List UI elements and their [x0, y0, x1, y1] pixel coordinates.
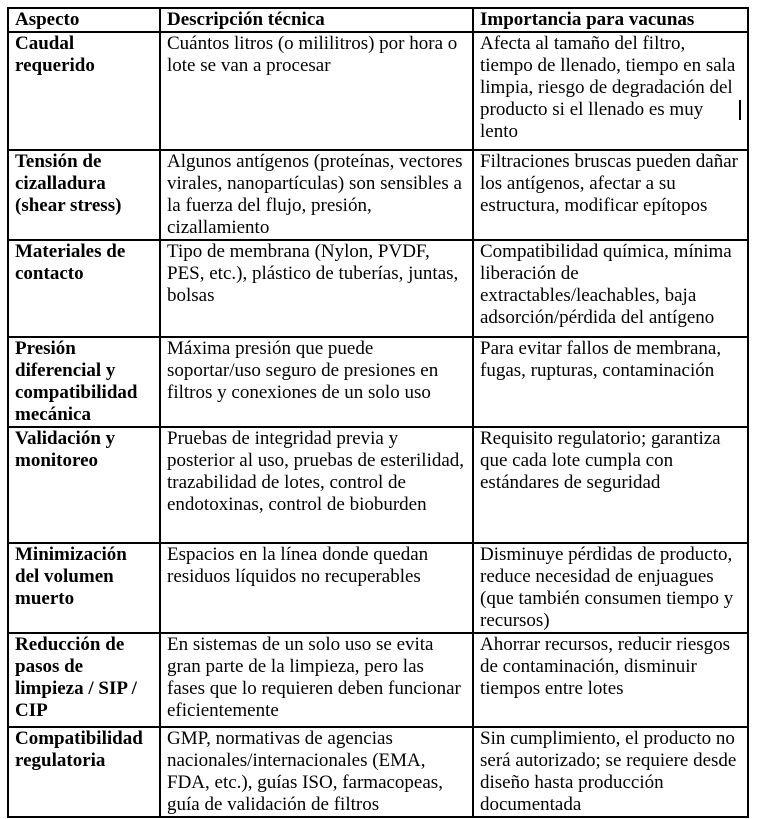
cell-aspecto: Compatibilidad regulatoria	[8, 727, 160, 817]
cell-aspecto: Reducción de pasos de limpieza / SIP / CIP	[8, 633, 160, 727]
aspects-table	[7, 7, 749, 818]
cell-descripcion-tecnica: Máxima presión que puede soportar/uso seguro de presiones en filtros y conexiones de un solo uso	[160, 337, 473, 427]
table-row	[8, 427, 748, 543]
table-row	[8, 240, 748, 337]
cell-descripcion-tecnica: Pruebas de integridad previa y posterior al uso, pruebas de esterilidad, trazabilidad de lotes, control de endotoxinas, control de bioburden	[160, 427, 473, 543]
cell-importancia: Ahorrar recursos, reducir riesgos de contaminación, disminuir tiempos entre lotes	[473, 633, 748, 727]
header-row	[8, 8, 748, 32]
cell-aspecto: Caudal requerido	[8, 32, 160, 150]
cell-importancia: Afecta al tamaño del filtro, tiempo de llenado, tiempo en sala limpia, riesgo de degradación del producto si el llenado es muy lento	[473, 32, 748, 150]
table-row	[8, 32, 748, 150]
table-row	[8, 150, 748, 240]
cell-importancia: Sin cumplimiento, el producto no será autorizado; se requiere desde diseño hasta producción documentada	[473, 727, 748, 817]
cell-descripcion-tecnica: Cuántos litros (o mililitros) por hora o lote se van a procesar	[160, 32, 473, 150]
table-row	[8, 727, 748, 817]
column-header-descripcion-tecnica: Descripción técnica	[160, 8, 473, 32]
cell-aspecto: Presión diferencial y compatibilidad mecánica	[8, 337, 160, 427]
table-row	[8, 633, 748, 727]
table-row	[8, 543, 748, 633]
cell-aspecto: Materiales de contacto	[8, 240, 160, 337]
cell-importancia: Requisito regulatorio; garantiza que cada lote cumpla con estándares de seguridad	[473, 427, 748, 543]
column-header-importancia: Importancia para vacunas	[473, 8, 748, 32]
cell-descripcion-tecnica: GMP, normativas de agencias nacionales/internacionales (EMA, FDA, etc.), guías ISO, farmacopeas, guía de validación de filtros	[160, 727, 473, 817]
cell-importancia: Para evitar fallos de membrana, fugas, rupturas, contaminación	[473, 337, 748, 427]
cell-descripcion-tecnica: Algunos antígenos (proteínas, vectores virales, nanopartículas) son sensibles a la fuerza del flujo, presión, cizallamiento	[160, 150, 473, 240]
cell-aspecto: Minimización del volumen muerto	[8, 543, 160, 633]
table-row	[8, 337, 748, 427]
cell-descripcion-tecnica: Espacios en la línea donde quedan residuos líquidos no recuperables	[160, 543, 473, 633]
text-cursor	[739, 100, 741, 120]
cell-importancia: Disminuye pérdidas de producto, reduce necesidad de enjuagues (que también consumen tiempo y recursos)	[473, 543, 748, 633]
cell-importancia: Compatibilidad química, mínima liberación de extractables/leachables, baja adsorción/pérdida del antígeno	[473, 240, 748, 337]
column-header-aspecto: Aspecto	[8, 8, 160, 32]
cell-aspecto: Tensión de cizalladura (shear stress)	[8, 150, 160, 240]
cell-importancia: Filtraciones bruscas pueden dañar los antígenos, afectar a su estructura, modificar epítopos	[473, 150, 748, 240]
cell-aspecto: Validación y monitoreo	[8, 427, 160, 543]
cell-descripcion-tecnica: En sistemas de un solo uso se evita gran parte de la limpieza, pero las fases que lo requieren deben funcionar eficientemente	[160, 633, 473, 727]
cell-descripcion-tecnica: Tipo de membrana (Nylon, PVDF, PES, etc.), plástico de tuberías, juntas, bolsas	[160, 240, 473, 337]
